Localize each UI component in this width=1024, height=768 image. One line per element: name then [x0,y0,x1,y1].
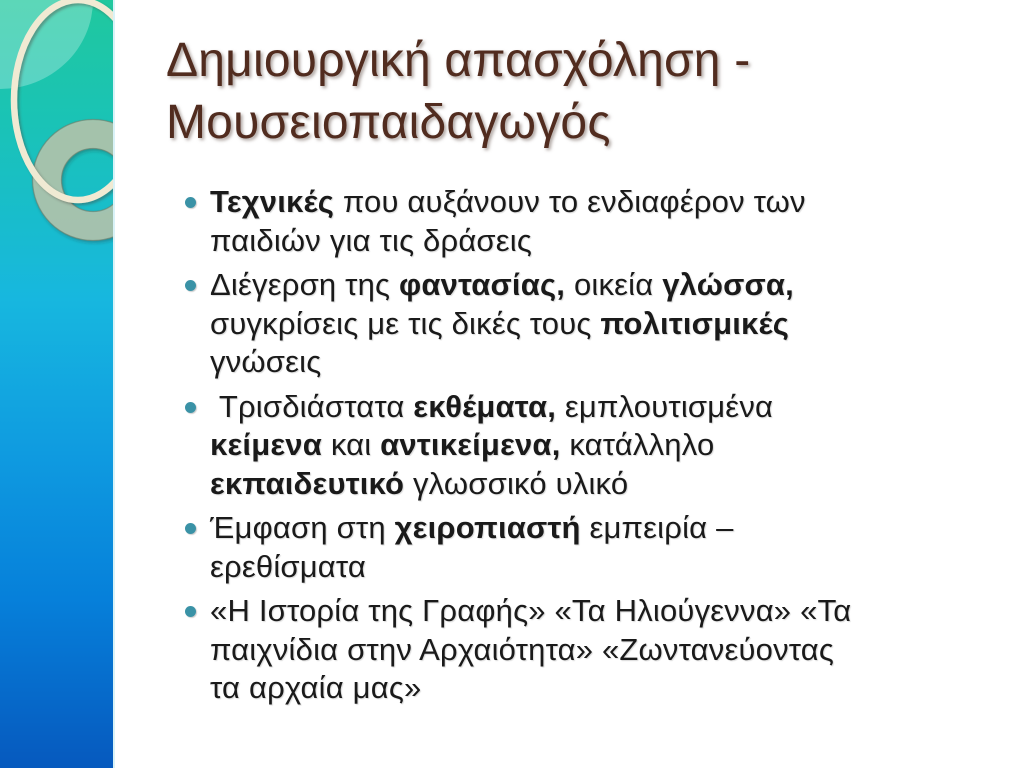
bullet-item [184,509,974,586]
bullet-text-line: τα αρχαία μας» [210,670,422,705]
bullet-text [210,509,974,586]
slide-title [166,30,1006,154]
sage-ring-shape [33,120,114,241]
bullet-text-line: παιχνίδια στην Αρχαιότητα» «Ζωντανεύοντας [210,631,835,667]
title-line-2: Μουσειοπαιδαγωγός [166,96,611,149]
bullet-item [184,388,974,504]
bullet-text-line: Τεχνικές που αυξάνουν το ενδιαφέρον των [210,184,806,219]
bullet-dot-icon [185,402,196,413]
bullet-dot-icon [185,606,196,617]
bullet-item [184,183,974,260]
bullet-text-line: εκπαιδευτικό γλωσσικό υλικό [210,465,629,501]
bullet-dot-icon [185,280,196,291]
bullet-text [210,183,974,260]
bullet-text-line: παιδιών για τις δράσεις [210,222,533,258]
bullet-text [210,388,974,504]
bullet-text-line: Τρισδιάστατα εκθέματα, εμπλουτισμένα [210,388,774,424]
bullet-text-line: «Η Ιστορία της Γραφής» «Τα Ηλιούγεννα» «Τα [210,593,852,628]
bullet-text-line: Έμφαση στη χειροπιαστή εμπειρία – [210,510,734,545]
decorative-circles-icon [0,0,113,768]
bullet-list [184,183,974,714]
bullet-dot-icon [185,197,196,208]
bullet-item [184,592,974,708]
bullet-text-line: συγκρίσεις με τις δικές τους πολιτισμικές [210,305,790,341]
bullet-text-line: ερεθίσματα [210,548,367,584]
bullet-text-line: κείμενα και αντικείμενα, κατάλληλο [210,427,715,462]
bullet-text-line: Διέγερση της φαντασίας, οικεία γλώσσα, [210,267,794,302]
title-line-1: Δημιουργική απασχόληση - [166,34,751,87]
bullet-text-line: γνώσεις [210,344,322,379]
sidebar-decoration [0,0,115,768]
bullet-item [184,266,974,382]
bullet-dot-icon [185,523,196,534]
bullet-text [210,592,974,708]
bullet-text [210,266,974,382]
